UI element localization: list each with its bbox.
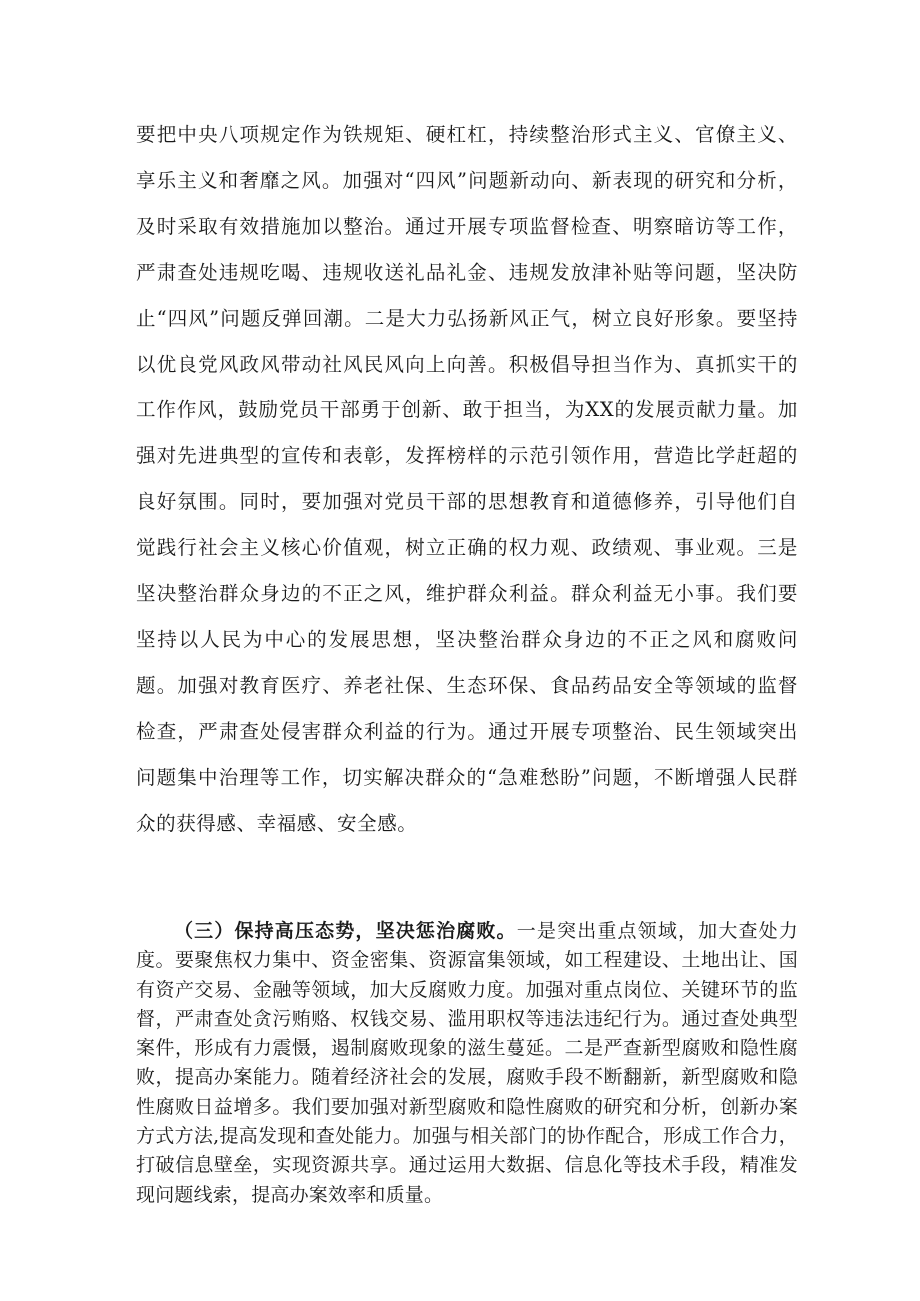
section-three-body: 一是突出重点领域，加大查处力度。要聚焦权力集中、资金密集、资源富集领域，如工程建设、土地出让、国有资产交易、金融等领域，加大反腐败力度。加强对重点岗位、关键环节的监督，严肃查处贪污贿赂、权钱交易、滥用职权等违法违纪行为。通过查处典型案件，形成有力震慑，遏制腐败现象的滋生蔓延。二是严查新型腐败和隐性腐败，提高办案能力。随着经济社会的发展，腐败手段不断翻新，新型腐败和隐性腐败日益增多。我们要加强对新型腐败和隐性腐败的研究和分析，创新办案方式方法,提高发现和查处能力。加强与相关部门的协作配合，形成工作合力，打破信息壁垒，实现资源共享。通过运用大数据、信息化等技术手段，精准发现问题线索，提高办案效率和质量。	[136, 920, 798, 1206]
section-three-heading: （三）保持高压态势，坚决惩治腐败。	[174, 920, 517, 942]
section-three-paragraph	[136, 917, 798, 1210]
body-paragraph: 要把中央八项规定作为铁规矩、硬杠杠，持续整治形式主义、官僚主义、享乐主义和奢靡之风。加强对“四风”问题新动向、新表现的研究和分析，及时采取有效措施加以整治。通过开展专项监督检查、明察暗访等工作，严肃查处违规吃喝、违规收送礼品礼金、违规发放津补贴等问题，坚决防止“四风”问题反弹回潮。二是大力弘扬新风正气，树立良好形象。要坚持以优良党风政风带动社风民风向上向善。积极倡导担当作为、真抓实干的工作作风，鼓励党员干部勇于创新、敢于担当，为XX的发展贡献力量。加强对先进典型的宣传和表彰，发挥榜样的示范引领作用，营造比学赶超的良好氛围。同时，要加强对党员干部的思想教育和道德修养，引导他们自觉践行社会主义核心价值观，树立正确的权力观、政绩观、事业观。三是坚决整治群众身边的不正之风，维护群众利益。群众利益无小事。我们要坚持以人民为中心的发展思想，坚决整治群众身边的不正之风和腐败问题。加强对教育医疗、养老社保、生态环保、食品药品安全等领域的监督检查，严肃查处侵害群众利益的行为。通过开展专项整治、民生领域突出问题集中治理等工作，切实解决群众的“急难愁盼”问题，不断增强人民群众的获得感、幸福感、安全感。	[136, 123, 798, 835]
